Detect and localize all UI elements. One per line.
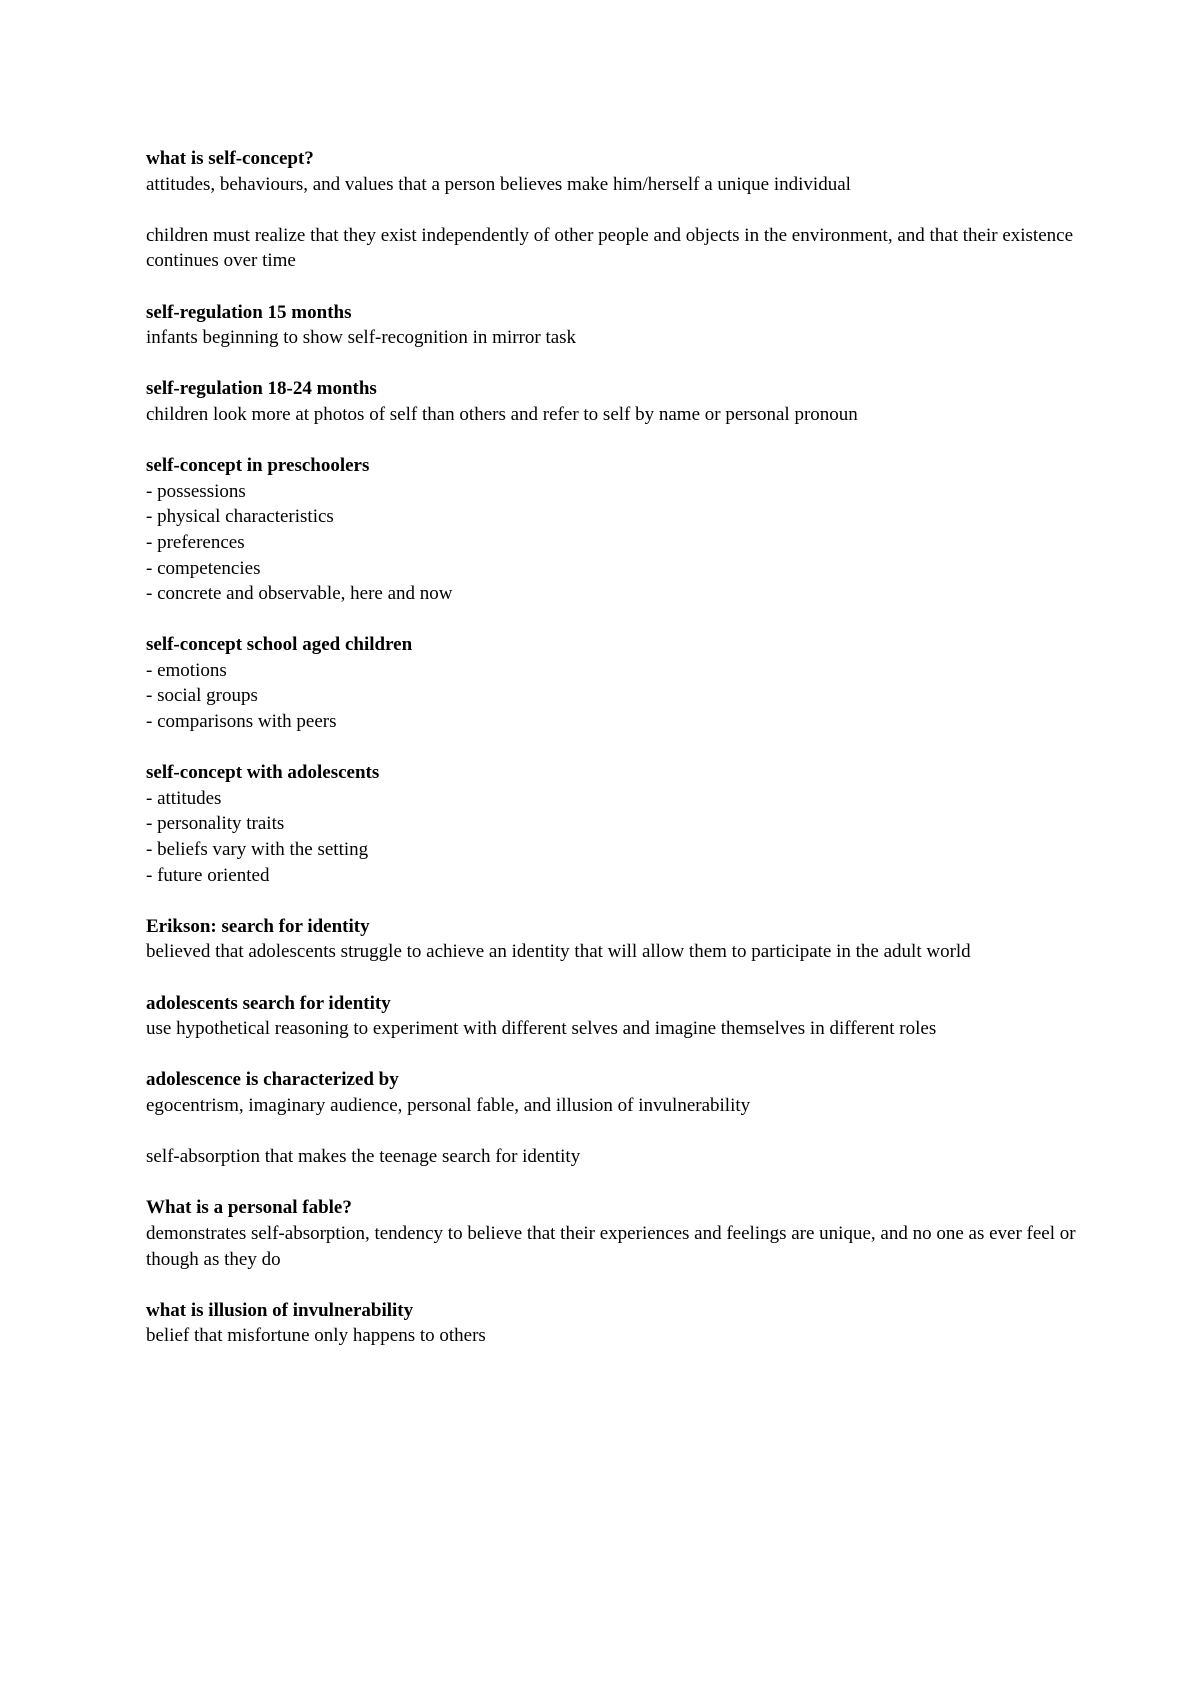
section-text: egocentrism, imaginary audience, personal fable, and illusion of invulnerability (146, 1094, 751, 1116)
section-text: use hypothetical reasoning to experiment with different selves and imagine themselves in different roles (146, 1018, 937, 1040)
section-text: children must realize that they exist independently of other people and objects in the environment, and that their existence continues over time (146, 224, 1074, 272)
list-item: - preferences (146, 531, 245, 553)
section-adolescents (146, 760, 1076, 888)
section-preschoolers (146, 453, 1076, 607)
section-heading: What is a personal fable? (146, 1197, 352, 1219)
list-item: - personality traits (146, 813, 285, 835)
section-independent-existence (146, 223, 1076, 274)
section-text: self-absorption that makes the teenage search for identity (146, 1146, 581, 1168)
section-heading: adolescents search for identity (146, 992, 391, 1014)
section-heading: self-concept school aged children (146, 634, 413, 656)
section-text: attitudes, behaviours, and values that a person believes make him/herself a unique individual (146, 173, 851, 195)
section-erikson-identity (146, 914, 1076, 965)
list-item: - concrete and observable, here and now (146, 583, 453, 605)
section-heading: self-regulation 18-24 months (146, 378, 377, 400)
section-adolescence-characterized (146, 1067, 1076, 1118)
section-text: believed that adolescents struggle to achieve an identity that will allow them to participate in the adult world (146, 941, 971, 963)
section-heading: self-concept with adolescents (146, 762, 380, 784)
list-item: - competencies (146, 557, 261, 579)
list-item: - comparisons with peers (146, 711, 337, 733)
section-heading: self-regulation 15 months (146, 301, 352, 323)
section-adolescents-search-identity (146, 991, 1076, 1042)
list-item: - future oriented (146, 864, 270, 886)
list-item: - possessions (146, 480, 246, 502)
list-item: - physical characteristics (146, 506, 334, 528)
section-heading: self-concept in preschoolers (146, 455, 370, 477)
section-self-concept-definition (146, 146, 1076, 197)
list-item: - emotions (146, 659, 227, 681)
section-text: children look more at photos of self than others and refer to self by name or personal pronoun (146, 403, 858, 425)
section-heading: what is illusion of invulnerability (146, 1299, 414, 1321)
section-personal-fable (146, 1195, 1076, 1272)
section-text: infants beginning to show self-recognition in mirror task (146, 327, 577, 349)
section-self-regulation-15-months (146, 300, 1076, 351)
document-page (146, 146, 1076, 1375)
section-illusion-invulnerability (146, 1298, 1076, 1349)
section-heading: what is self-concept? (146, 148, 314, 169)
list-item: - beliefs vary with the setting (146, 839, 369, 861)
section-text: demonstrates self-absorption, tendency to believe that their experiences and feelings are unique, and no one as ever feel or though as they do (146, 1222, 1076, 1270)
section-heading: Erikson: search for identity (146, 915, 370, 937)
section-heading: adolescence is characterized by (146, 1069, 399, 1091)
list-item: - social groups (146, 685, 258, 707)
section-self-absorption (146, 1144, 1076, 1170)
section-text: belief that misfortune only happens to others (146, 1325, 486, 1347)
section-school-aged-children (146, 632, 1076, 734)
section-self-regulation-18-24-months (146, 376, 1076, 427)
list-item: - attitudes (146, 787, 222, 809)
